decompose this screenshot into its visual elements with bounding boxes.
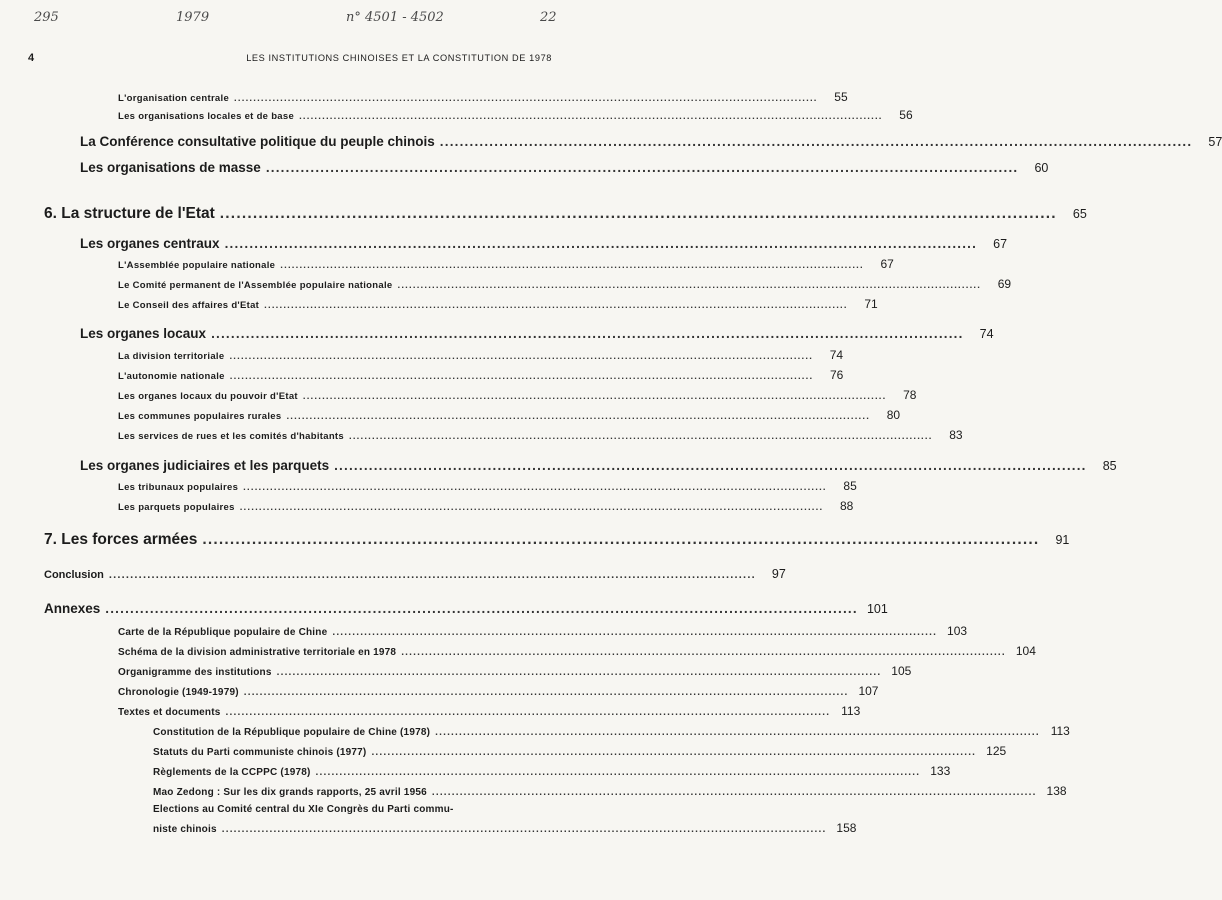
toc-entry-label: Les organes centraux bbox=[80, 236, 220, 251]
toc-entry-division bbox=[118, 348, 844, 362]
toc-entry-label: Le Conseil des affaires d'Etat bbox=[118, 300, 260, 311]
toc-entry-page: 74 bbox=[979, 327, 994, 341]
dot-leader: ........................................................................................................................................................ bbox=[229, 351, 814, 362]
toc-entry-page: 107 bbox=[858, 684, 879, 698]
toc-entry-label: Les organisations locales et de base bbox=[118, 111, 295, 122]
dot-leader: ........................................................................................................................................................ bbox=[225, 707, 831, 718]
toc-entry-page: 71 bbox=[864, 297, 878, 311]
toc-entry-label: niste chinois bbox=[153, 824, 217, 835]
toc-entry-page: 85 bbox=[1102, 459, 1117, 473]
toc-entry-organisation-centrale bbox=[118, 90, 848, 104]
dot-leader: ........................................................................................................................................................ bbox=[431, 787, 1037, 798]
toc-entry-organigramme bbox=[118, 664, 912, 678]
toc-entry-page: 138 bbox=[1046, 784, 1067, 798]
dot-leader: ........................................................................................................................................................ bbox=[229, 371, 814, 382]
toc-entry-label: Le Comité permanent de l'Assemblée populaire nationale bbox=[118, 280, 393, 291]
dot-leader: ........................................................................................................................................................ bbox=[234, 93, 818, 104]
toc-entry-label: Les organes locaux bbox=[80, 326, 207, 341]
dot-leader: ........................................................................................................................................................ bbox=[224, 236, 978, 251]
toc-entry-label: Les communes populaires rurales bbox=[118, 411, 282, 422]
toc-entry-page: 76 bbox=[829, 368, 844, 382]
toc-entry-elections bbox=[153, 821, 857, 835]
toc-entry-reglements bbox=[153, 764, 951, 778]
dot-leader: ........................................................................................................................................................ bbox=[371, 747, 977, 758]
toc-entry-mao bbox=[153, 784, 1067, 798]
toc-entry-label: Statuts du Parti communiste chinois (1977) bbox=[153, 747, 367, 758]
toc-entry-conseil bbox=[118, 297, 878, 311]
running-head: LES INSTITUTIONS CHINOISES ET LA CONSTITUTION DE 1978 bbox=[246, 53, 552, 63]
toc-entry-label: La Conférence consultative politique du peuple chinois bbox=[80, 134, 435, 149]
dot-leader: ........................................................................................................................................................ bbox=[276, 667, 882, 678]
toc-chapter-7 bbox=[44, 531, 1070, 548]
toc-entry-label: Les services de rues et les comités d'habitants bbox=[118, 431, 344, 442]
toc-entry-page: 74 bbox=[829, 348, 844, 362]
handwritten-corner-number: 22 bbox=[540, 10, 557, 25]
toc-entry-label: Schéma de la division administrative territoriale en 1978 bbox=[118, 647, 397, 658]
toc-entry-label: Les tribunaux populaires bbox=[118, 482, 239, 493]
toc-entry-organisations-locales bbox=[118, 108, 913, 122]
toc-chapter-label: 7. Les forces armées bbox=[44, 531, 198, 548]
toc-entry-page: 57 bbox=[1208, 135, 1222, 149]
toc-entry-label: Chronologie (1949-1979) bbox=[118, 687, 239, 698]
dot-leader: ........................................................................................................................................................ bbox=[397, 280, 982, 291]
toc-entry-page: 83 bbox=[949, 428, 963, 442]
handwritten-number: 295 bbox=[34, 10, 59, 25]
toc-entry-page: 158 bbox=[836, 821, 857, 835]
toc-entry-schema bbox=[118, 644, 1036, 658]
dot-leader: ........................................................................................................................................................ bbox=[243, 482, 827, 493]
toc-entry-constitution bbox=[153, 724, 1070, 738]
toc-entry-page: 125 bbox=[986, 744, 1007, 758]
toc-entry-label: Carte de la République populaire de Chine bbox=[118, 627, 328, 638]
toc-entry-annexes bbox=[44, 601, 888, 616]
dot-leader: ........................................................................................................................................................ bbox=[299, 111, 883, 122]
toc-entry-page: 65 bbox=[1072, 207, 1087, 221]
toc-entry-pouvoir bbox=[118, 388, 917, 402]
toc-entry-elections-line1: Elections au Comité central du XIe Congrès du Parti commu- bbox=[153, 804, 454, 815]
dot-leader: ........................................................................................................................................................ bbox=[348, 431, 933, 442]
toc-entry-carte bbox=[118, 624, 968, 638]
toc-entry-organes-locaux bbox=[80, 326, 994, 341]
toc-entry-page: 113 bbox=[841, 704, 861, 718]
toc-entry-label: Annexes bbox=[44, 601, 101, 616]
dot-leader: ........................................................................................................................................................ bbox=[243, 687, 849, 698]
toc-entry-label: Conclusion bbox=[44, 569, 104, 581]
toc-entry-page: 60 bbox=[1034, 161, 1049, 175]
page-number: 4 bbox=[28, 52, 35, 64]
dot-leader: ........................................................................................................................................................ bbox=[202, 531, 1040, 548]
toc-entry-page: 113 bbox=[1050, 724, 1070, 738]
toc-entry-chronologie bbox=[118, 684, 879, 698]
dot-leader: ........................................................................................................................................................ bbox=[302, 391, 887, 402]
toc-entry-page: 91 bbox=[1055, 533, 1070, 547]
toc-entry-label: La division territoriale bbox=[118, 351, 225, 362]
toc-entry-page: 97 bbox=[771, 567, 786, 581]
toc-entry-page: 88 bbox=[839, 499, 854, 513]
toc-entry-page: 105 bbox=[891, 664, 912, 678]
toc-entry-comite-permanent bbox=[118, 277, 1012, 291]
dot-leader: ........................................................................................................................................................ bbox=[265, 160, 1019, 175]
toc-entry-page: 78 bbox=[903, 388, 917, 402]
toc-entry-label: L'Assemblée populaire nationale bbox=[118, 260, 276, 271]
toc-chapter-label: 6. La structure de l'Etat bbox=[44, 205, 215, 222]
toc-entry-page: 101 bbox=[866, 602, 888, 616]
dot-leader: ........................................................................................................................................................ bbox=[239, 502, 824, 513]
toc-entry-communes bbox=[118, 408, 901, 422]
handwritten-reference: n° 4501 - 4502 bbox=[346, 10, 444, 25]
toc-entry-page: 103 bbox=[947, 624, 968, 638]
dot-leader: ........................................................................................................................................................ bbox=[334, 458, 1087, 473]
toc-entry-parquets bbox=[118, 499, 854, 513]
toc-entry-label: Organigramme des institutions bbox=[118, 667, 272, 678]
dot-leader: ........................................................................................................................................................ bbox=[219, 205, 1057, 222]
dot-leader: ........................................................................................................................................................ bbox=[435, 727, 1040, 738]
dot-leader: ........................................................................................................................................................ bbox=[286, 411, 871, 422]
toc-entry-page: 104 bbox=[1015, 644, 1036, 658]
handwritten-year: 1979 bbox=[176, 10, 210, 25]
toc-entry-label: Les organes judiciaires et les parquets bbox=[80, 458, 330, 473]
dot-leader: ........................................................................................................................................................ bbox=[105, 601, 858, 616]
toc-entry-judiciaires bbox=[80, 458, 1117, 473]
toc-entry-label: Les parquets populaires bbox=[118, 502, 235, 513]
toc-entry-page: 133 bbox=[930, 764, 951, 778]
dot-leader: ........................................................................................................................................................ bbox=[439, 134, 1193, 149]
toc-entry-label: Textes et documents bbox=[118, 707, 221, 718]
toc-entry-organes-centraux bbox=[80, 236, 1008, 251]
toc-entry-label: Constitution de la République populaire de Chine (1978) bbox=[153, 727, 431, 738]
dot-leader: ........................................................................................................................................................ bbox=[211, 326, 964, 341]
dot-leader: ........................................................................................................................................................ bbox=[401, 647, 1006, 658]
toc-entry-page: 85 bbox=[843, 479, 857, 493]
dot-leader: ........................................................................................................................................................ bbox=[108, 569, 756, 581]
toc-chapter-6 bbox=[44, 205, 1087, 222]
dot-leader: ........................................................................................................................................................ bbox=[264, 300, 848, 311]
toc-entry-label: Les organes locaux du pouvoir d'Etat bbox=[118, 391, 298, 402]
toc-entry-page: 80 bbox=[886, 408, 901, 422]
dot-leader: ........................................................................................................................................................ bbox=[280, 260, 864, 271]
toc-entry-tribunaux bbox=[118, 479, 857, 493]
dot-leader: ........................................................................................................................................................ bbox=[332, 627, 938, 638]
toc-entry-statuts bbox=[153, 744, 1007, 758]
toc-entry-label: Mao Zedong : Sur les dix grands rapports, 25 avril 1956 bbox=[153, 787, 427, 798]
dot-leader: ........................................................................................................................................................ bbox=[315, 767, 921, 778]
toc-entry-label: L'organisation centrale bbox=[118, 93, 230, 104]
toc-entry-textes bbox=[118, 704, 861, 718]
dot-leader: ........................................................................................................................................................ bbox=[221, 824, 827, 835]
toc-entry-organisations-masse bbox=[80, 160, 1049, 175]
toc-entry-page: 56 bbox=[899, 108, 913, 122]
toc-entry-conference bbox=[80, 134, 1222, 149]
toc-entry-autonomie bbox=[118, 368, 844, 382]
toc-entry-label: Règlements de la CCPPC (1978) bbox=[153, 767, 311, 778]
toc-entry-services bbox=[118, 428, 963, 442]
toc-entry-page: 67 bbox=[993, 237, 1008, 251]
toc-entry-label: L'autonomie nationale bbox=[118, 371, 225, 382]
toc-entry-page: 55 bbox=[834, 90, 848, 104]
toc-entry-conclusion bbox=[44, 567, 786, 581]
toc-entry-assemblee bbox=[118, 257, 894, 271]
toc-entry-label: Les organisations de masse bbox=[80, 160, 261, 175]
toc-entry-page: 69 bbox=[997, 277, 1012, 291]
toc-entry-page: 67 bbox=[880, 257, 894, 271]
